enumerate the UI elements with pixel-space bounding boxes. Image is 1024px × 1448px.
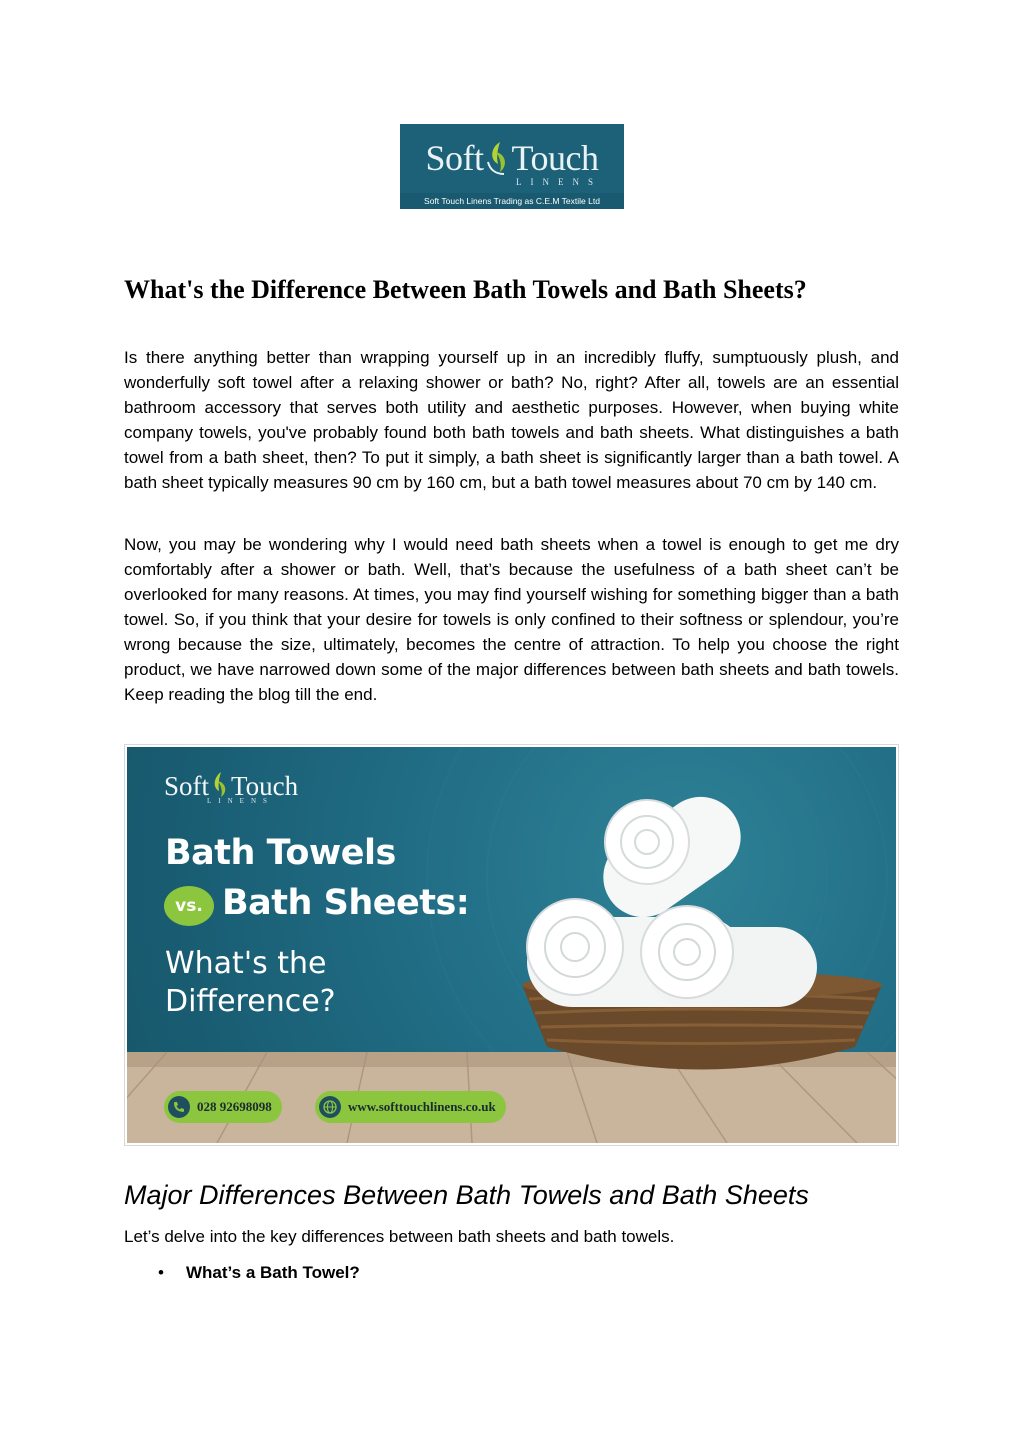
list-item-text: What’s a Bath Towel? bbox=[186, 1263, 360, 1282]
logo-brand-left: Soft bbox=[425, 138, 484, 178]
company-logo bbox=[400, 124, 624, 209]
banner-logo-left: Soft bbox=[164, 770, 210, 801]
logo-brand-right: Touch bbox=[511, 138, 599, 178]
page-title: What's the Difference Between Bath Towels and Bath Sheets? bbox=[124, 275, 807, 304]
banner-image-frame bbox=[124, 744, 899, 1146]
list-item bbox=[158, 1262, 360, 1284]
intro-paragraph-2: Now, you may be wondering why I would need bath sheets when a towel is enough to get me dry comfortably after a shower or bath. Well, that’s because the usefulness of a bath sheet can’t be overlooked for many reasons. At times, you may find yourself wishing for something bigger than a bath towel. So, if you think that your desire for towels is only confined to their softness or splendour, you’re wrong because the size, ultimately, becomes the centre of attraction. To help you choose the right product, we have narrowed down some of the major differences between bath sheets and bath towels. Keep reading the blog till the end. bbox=[124, 535, 899, 704]
section-intro: Let’s delve into the key differences between bath sheets and bath towels. bbox=[124, 1227, 675, 1246]
globe-icon bbox=[319, 1096, 341, 1118]
banner-logo-right: Touch bbox=[231, 770, 299, 801]
intro-paragraph-1: Is there anything better than wrapping yourself up in an incredibly fluffy, sumptuously plush, and wonderfully soft towel after a relaxing shower or bath? No, right? After all, towels are an essential bathroom accessory that serves both utility and aesthetic purposes. However, when buying white company towels, you've probably found both bath towels and bath sheets. What distinguishes a bath towel from a bath sheet, then? To put it simply, a bath sheet is significantly larger than a bath towel. A bath sheet typically measures 90 cm by 160 cm, but a bath towel measures about 70 cm by 140 cm. bbox=[124, 348, 899, 492]
bullet-marker: • bbox=[158, 1263, 164, 1282]
logo-subtitle: LINENS bbox=[516, 177, 602, 187]
vs-badge: vs. bbox=[164, 886, 214, 926]
logo-tagline: Soft Touch Linens Trading as C.E.M Textile Ltd bbox=[400, 193, 624, 209]
banner-heading-line1: Bath Towels bbox=[165, 833, 396, 873]
website-pill bbox=[315, 1091, 506, 1123]
banner-heading-line3: What's the Difference? bbox=[165, 946, 336, 1019]
section-heading: Major Differences Between Bath Towels and Bath Sheets bbox=[124, 1180, 809, 1210]
website-url: www.softtouchlinens.co.uk bbox=[348, 1099, 496, 1114]
logo-wordmark bbox=[400, 138, 624, 178]
banner-heading-line2: Bath Sheets: bbox=[222, 883, 470, 923]
phone-number: 028 92698098 bbox=[197, 1099, 272, 1114]
banner-image bbox=[127, 747, 896, 1143]
leaf-icon bbox=[484, 138, 512, 178]
phone-icon bbox=[168, 1096, 190, 1118]
phone-pill bbox=[164, 1091, 282, 1123]
banner-logo-subtitle: LINENS bbox=[207, 797, 274, 805]
